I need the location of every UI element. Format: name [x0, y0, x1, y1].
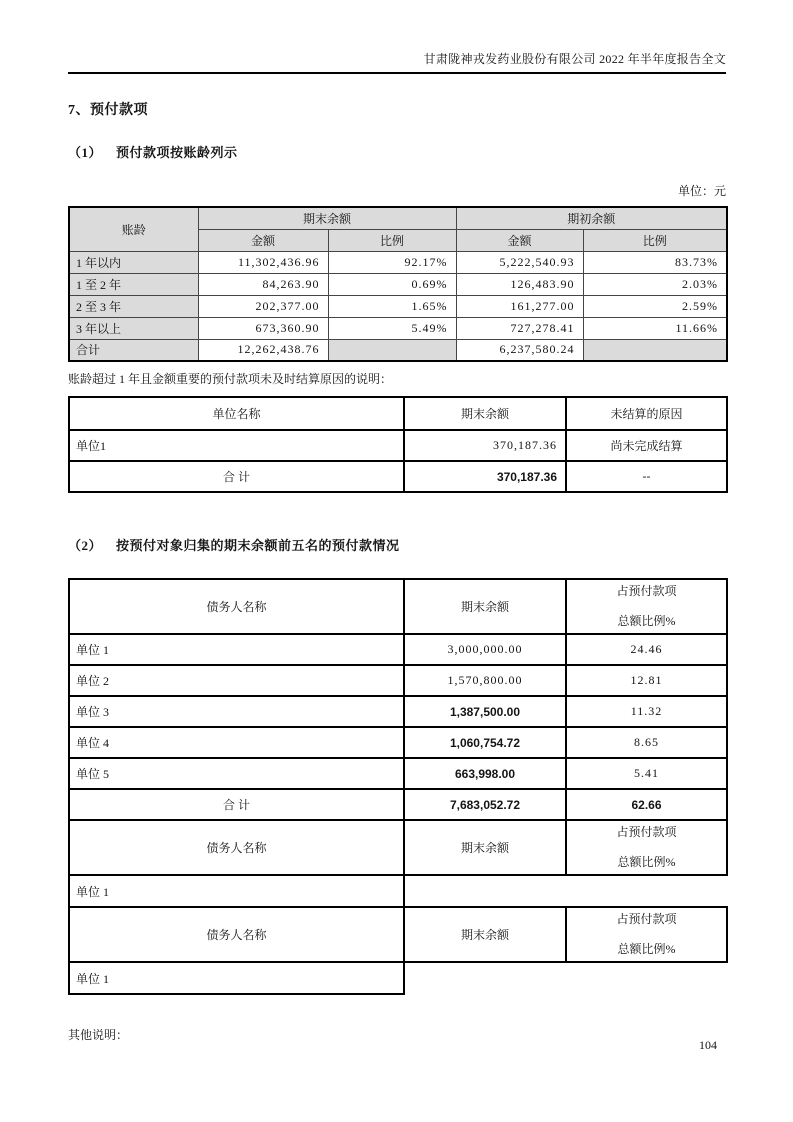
aging-table	[68, 206, 728, 362]
subsection-1-number: （1）	[68, 145, 103, 160]
table-cell: 单位 4	[69, 727, 404, 758]
aging-col-age: 账龄	[69, 207, 198, 251]
aging-col-ratio-begin: 比例	[583, 229, 727, 251]
table-row	[69, 430, 727, 461]
table-cell: --	[566, 461, 727, 492]
top5-col-ratio-line1: 占预付款项	[616, 825, 677, 839]
table-cell: 单位 1	[69, 634, 404, 665]
table-cell: 单位 1	[69, 875, 404, 907]
table-cell: 单位1	[69, 430, 404, 461]
unsettled-col-balance: 期末余额	[404, 397, 566, 430]
table-cell: 202,377.00	[198, 295, 328, 317]
aging-col-beginning: 期初余额	[456, 207, 727, 229]
aging-note: 账龄超过 1 年且金额重要的预付款项未及时结算原因的说明：	[68, 372, 393, 386]
top5-col-balance: 期末余额	[404, 820, 566, 875]
top5-col-ratio-line1: 占预付款项	[616, 584, 677, 598]
table-cell: 1,570,800.00	[404, 665, 566, 696]
table-cell: 1.65%	[328, 295, 456, 317]
aging-col-amount-end: 金额	[198, 229, 328, 251]
top5-col-balance: 期末余额	[404, 907, 566, 962]
table-cell: 单位 1	[69, 962, 404, 994]
table-cell: 2.59%	[583, 295, 727, 317]
table-cell: 合 计	[69, 461, 404, 492]
table-cell: 370,187.36	[404, 430, 566, 461]
table-cell: 5,222,540.93	[456, 251, 583, 273]
table-cell: 1 年以内	[69, 251, 198, 273]
table-cell: 5.41	[566, 758, 727, 789]
top5-col-debtor: 债务人名称	[69, 907, 404, 962]
table-cell: 单位 3	[69, 696, 404, 727]
table-cell	[328, 339, 456, 361]
top5-header-row-repeat-1	[69, 820, 727, 875]
table-row	[69, 251, 727, 273]
table-cell: 12.81	[566, 665, 727, 696]
subsection-2-title	[68, 535, 726, 554]
unit-label: 单位：元	[677, 184, 726, 198]
other-notes-label: 其他说明：	[68, 1028, 129, 1042]
table-cell: 6,237,580.24	[456, 339, 583, 361]
table-row	[69, 696, 727, 727]
table-cell: 83.73%	[583, 251, 727, 273]
aging-col-ratio-end: 比例	[328, 229, 456, 251]
table-row	[69, 295, 727, 317]
table-cell	[566, 875, 727, 907]
top5-col-ratio	[566, 907, 727, 962]
table-cell: 92.17%	[328, 251, 456, 273]
table-cell: 12,262,438.76	[198, 339, 328, 361]
section-title: 7、预付款项	[68, 103, 148, 118]
table-row	[69, 758, 727, 789]
top5-col-ratio	[566, 820, 727, 875]
table-cell: 3,000,000.00	[404, 634, 566, 665]
table-cell	[583, 339, 727, 361]
aging-total-row	[69, 339, 727, 361]
top5-col-debtor: 债务人名称	[69, 579, 404, 634]
aging-header-row-1	[69, 207, 727, 229]
top5-col-ratio-line1: 占预付款项	[616, 912, 677, 926]
table-cell: 370,187.36	[404, 461, 566, 492]
top5-col-ratio	[566, 579, 727, 634]
subsection-1-title	[68, 142, 726, 161]
table-cell: 161,277.00	[456, 295, 583, 317]
table-cell: 1,060,754.72	[404, 727, 566, 758]
top5-col-ratio-line2: 总额比例%	[617, 942, 676, 956]
table-row	[69, 317, 727, 339]
table-cell: 单位 5	[69, 758, 404, 789]
table-cell: 11.32	[566, 696, 727, 727]
table-row	[69, 727, 727, 758]
table-cell: 合 计	[69, 789, 404, 820]
table-cell: 11,302,436.96	[198, 251, 328, 273]
table-cell: 1,387,500.00	[404, 696, 566, 727]
top5-col-ratio-line2: 总额比例%	[617, 614, 676, 628]
table-cell: 5.49%	[328, 317, 456, 339]
table-cell: 62.66	[566, 789, 727, 820]
top5-table	[68, 578, 728, 995]
table-cell: 24.46	[566, 634, 727, 665]
table-cell: 3 年以上	[69, 317, 198, 339]
table-cell: 2 至 3 年	[69, 295, 198, 317]
table-cell: 2.03%	[583, 273, 727, 295]
unsettled-col-name: 单位名称	[69, 397, 404, 430]
table-row	[69, 875, 727, 907]
table-row	[69, 634, 727, 665]
table-cell: 单位 2	[69, 665, 404, 696]
table-cell	[404, 875, 566, 907]
table-cell: 合计	[69, 339, 198, 361]
table-cell: 673,360.90	[198, 317, 328, 339]
unsettled-col-reason: 未结算的原因	[566, 397, 727, 430]
top5-col-debtor: 债务人名称	[69, 820, 404, 875]
page-number: 104	[699, 1038, 717, 1052]
aging-col-ending: 期末余额	[198, 207, 456, 229]
report-header-title: 甘肃陇神戎发药业股份有限公司 2022 年半年度报告全文	[423, 52, 726, 66]
unsettled-header-row	[69, 397, 727, 430]
unsettled-total-row	[69, 461, 727, 492]
table-cell	[566, 962, 727, 994]
table-cell: 1 至 2 年	[69, 273, 198, 295]
subsection-1-label: 预付款项按账龄列示	[116, 145, 238, 160]
top5-header-row-repeat-2	[69, 907, 727, 962]
subsection-2-label: 按预付对象归集的期末余额前五名的预付款情况	[116, 538, 400, 553]
table-cell	[404, 962, 566, 994]
table-cell: 126,483.90	[456, 273, 583, 295]
aging-col-amount-begin: 金额	[456, 229, 583, 251]
table-row	[69, 273, 727, 295]
subsection-2-number: （2）	[68, 538, 103, 553]
table-cell: 663,998.00	[404, 758, 566, 789]
header-rule	[68, 72, 726, 74]
table-cell: 8.65	[566, 727, 727, 758]
table-row	[69, 962, 727, 994]
top5-col-ratio-line2: 总额比例%	[617, 855, 676, 869]
table-row	[69, 665, 727, 696]
unsettled-table	[68, 396, 728, 493]
table-cell: 7,683,052.72	[404, 789, 566, 820]
top5-col-balance: 期末余额	[404, 579, 566, 634]
table-cell: 11.66%	[583, 317, 727, 339]
top5-header-row	[69, 579, 727, 634]
table-cell: 0.69%	[328, 273, 456, 295]
top5-total-row	[69, 789, 727, 820]
table-cell: 727,278.41	[456, 317, 583, 339]
table-cell: 尚未完成结算	[566, 430, 727, 461]
table-cell: 84,263.90	[198, 273, 328, 295]
